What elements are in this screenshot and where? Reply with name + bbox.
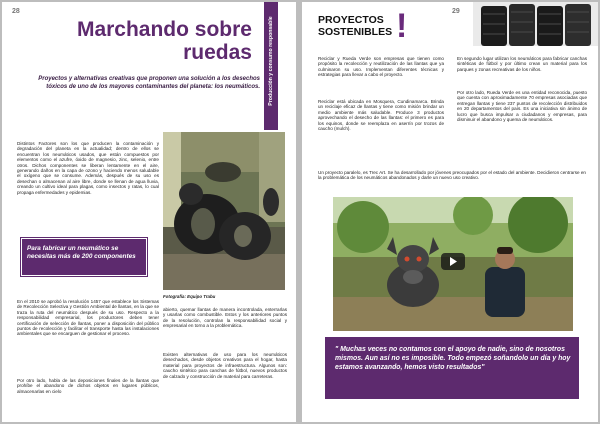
right-page <box>302 2 598 422</box>
section-title: PROYECTOS SOSTENIBLES <box>318 14 393 38</box>
resolution-paragraph: En el 2010 se aprobó la resolución 1457 que establece los Sistemas de Recolección Selectiva y Gestión Ambiental de llantas, en la que se traza la ruta del neumático después de su uso. Respecto a la responsabilidad empresarial, los productores deben tener certificación de selección de llantas, poner a disposición del público puntos de recolección y facilitar el transporte hasta las instalaciones ambientales que se encarguen de gestionar el proceso. <box>17 299 159 337</box>
synthetic-fields-paragraph: En segundo lugar utilizan los neumáticos para fabricar canchas sintéticas de fútbol y por último crean un material para los parques y zonas recreativas de los niños. <box>457 56 587 72</box>
trec-art-paragraph: Un proyecto paralelo, es Trec Art. Se ha desarrollado por jóvenes preocupados por el estado del ambiente. Decidieron centrarse en la problemática de los neumáticos abandonados y darle un nuevo uso creativo. <box>318 170 586 181</box>
quote-box: " Muchas veces no contamos con el apoyo de nadie, sino de nosotros mismos. Aun así no es imposible. Todo empezó soñandolo un día y hoy estamos avanzando, hemos visto resultados" <box>325 337 579 399</box>
side-label: Producción y consumo responsable <box>264 2 278 130</box>
play-button[interactable] <box>441 253 465 270</box>
callout-box: Para fabricar un neumático se necesitas más de 200 componentes <box>21 238 147 276</box>
play-icon <box>441 253 465 270</box>
page-number: 28 <box>12 8 20 15</box>
page-title: Marchando sobre ruedas <box>76 18 252 64</box>
exclamation-mark: ! <box>396 7 408 45</box>
tire-stack-illustration <box>473 2 598 46</box>
tire-stack-photo <box>473 2 598 46</box>
subtitle: Proyectos y alternativas creativas que proponen una solución a los desechos tóxicos de uno de los mayores contaminantes del planeta: los neumáticos. <box>38 76 260 90</box>
tires-photo <box>163 132 285 290</box>
photo-caption: Fotografía: Equipo Trabu <box>163 294 216 299</box>
video-thumbnail[interactable] <box>333 197 573 331</box>
companies-paragraph: Reciclar y Rueda Verde son empresas que tienen como propósito la recolección y reutilización de las llantas que ya culminaron su uso. Implementan diferentes técnicas y estrategias para llevar a cabo el proyecto. <box>318 56 444 78</box>
page-number: 29 <box>452 8 460 15</box>
tires-illustration <box>163 132 285 290</box>
alternatives-paragraph: Existen alternativas de uso para los neumáticos desechados, desde objetos creativos para el hogar, hasta material para proyectos de infraestructura. Algunos son: caucho sintético para canchas de fútbol, nuevos productos de calzado y construcción de material para carreteras. <box>163 352 287 379</box>
intro-paragraph: Distintos Factores son los que producen la contaminación y degradación del planeta en la actualidad; dentro de ellos se encuentran los neumáticos usados, que están compuestos por elementos como el azufre, óxido de magnesio, zinc, selenio, entre otros. Dichos componentes se liberan lentamente en el aire, generando daños en la capa de ozono y haciendo menos saludable el oxígeno que se consume. Además, después de su uso es desechan o almacenan al aire libre, donde se llenan de agua lluvia, creando un cultivo ideal para plagas, como insectos y ratas, lo cual propaga enfermedades y epidemias. <box>17 141 159 195</box>
final-disposal-paragraph: Por otro lado, habla de las deposiciones finales de la llantas que prohíbe el abandono de dichos objetos en lugares públicos, almacenarlas en cielo <box>17 378 159 394</box>
left-page <box>2 2 296 422</box>
rueda-verde-paragraph: Por otro lado, Rueda Verde es una entidad reconocida, puesto que cuenta con aproximadamente 70 empresas asociadas que entregan llantas y tiene 237 puntos de recolección distribuidos en 20 departamentos del país. Es una iniciativa sin ánimo de lucro que busca impulsar a ciudadanos y empresas, para disminuir el abandono y quema de neumáticos. <box>457 90 587 123</box>
alternatives-intro-paragraph: abierto, quemar llantas de manera incontrolada, enterrarlas y usarlas como combustible. Estos y los anteriores puntos de la resolución, controlan la responsabilidad social y empresarial en torno a la problemática. <box>163 307 287 329</box>
reciclar-paragraph: Reciclar está ubicada en Mosquera, Cundinamarca. Brinda un reciclaje eficaz de llantas y tiene como misión brindar un medio ambiente más saludable. Produce 3 productos aprovechando el desecho de las llantas: el primero es para los equinos, donde se reemplaza en aserrín por trozos de caucho (mulch). <box>318 99 444 132</box>
